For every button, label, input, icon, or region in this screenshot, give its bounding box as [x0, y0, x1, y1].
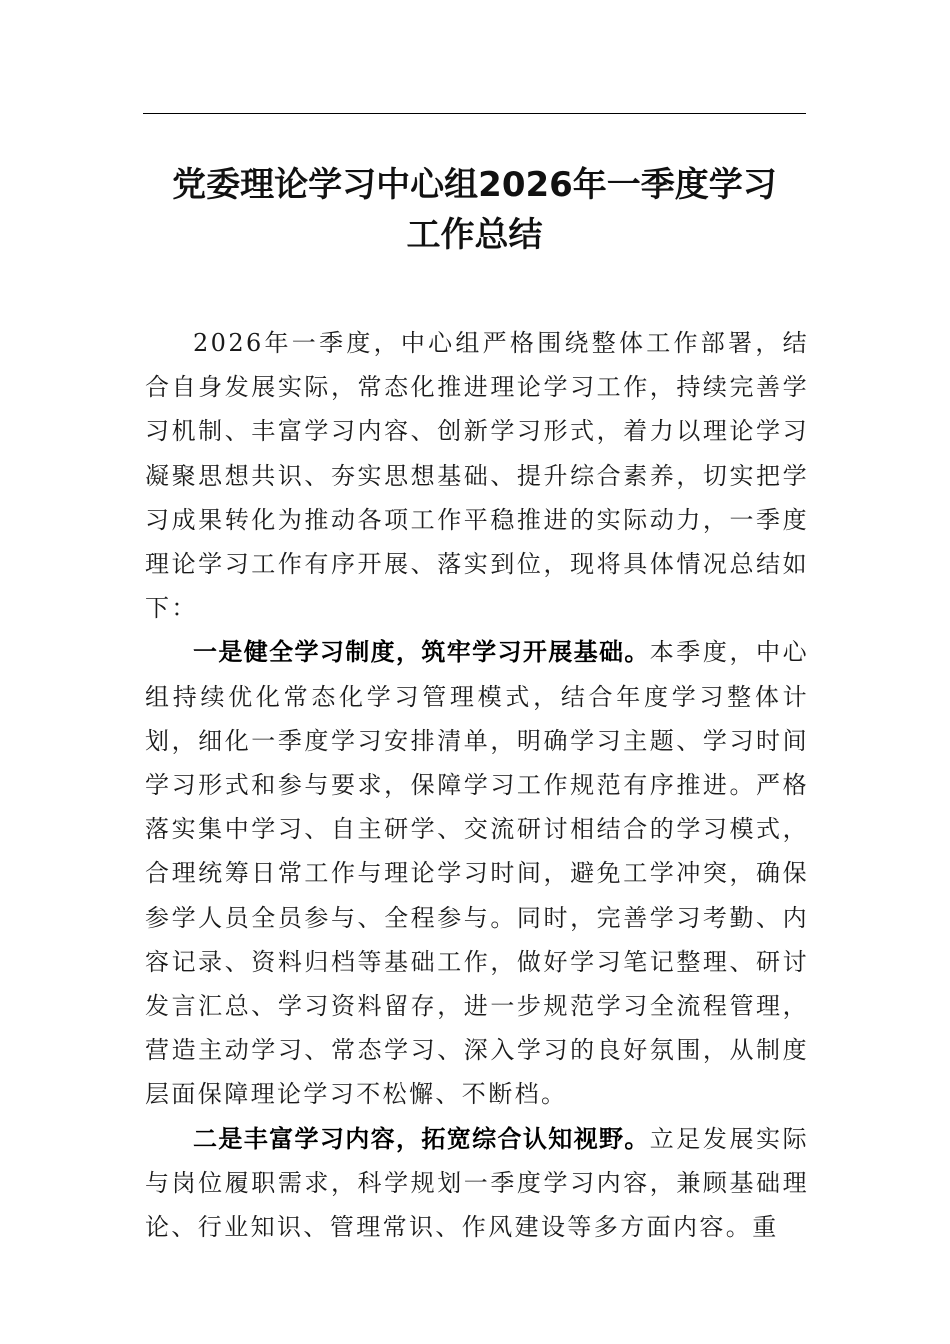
document-body: [145, 321, 809, 1249]
intro-paragraph: 2026年一季度，中心组严格围绕整体工作部署，结合自身发展实际，常态化推进理论学习工作，持续完善学习机制、丰富学习内容、创新学习形式，着力以理论学习凝聚思想共识、夯实思想基础、提升综合素养，切实把学习成果转化为推动各项工作平稳推进的实际动力，一季度理论学习工作有序开展、落实到位，现将具体情况总结如下：: [145, 329, 809, 623]
header-rule: [143, 113, 806, 114]
section-1-paragraph: [145, 630, 809, 1116]
section-1-heading: 一是健全学习制度，筑牢学习开展基础。: [193, 638, 650, 667]
title-line-1: 党委理论学习中心组2026年一季度学习: [172, 165, 777, 205]
section-2-text: 立足发展实际与岗位履职需求，科学规划一季度学习内容，兼顾基础理论、行业知识、管理常识、作风建设等多方面内容。重: [145, 1124, 809, 1242]
title-line-2: 工作总结: [406, 215, 543, 255]
section-1-text: 本季度，中心组持续优化常态化学习管理模式，结合年度学习整体计划，细化一季度学习安排清单，明确学习主题、学习时间学习形式和参与要求，保障学习工作规范有序推进。严格落实集中学习、自主研学、交流研讨相结合的学习模式，合理统筹日常工作与理论学习时间，避免工学冲突，确保参学人员全员参与、全程参与。同时，完善学习考勤、内容记录、资料归档等基础工作，做好学习笔记整理、研讨发言汇总、学习资料留存，进一步规范学习全流程管理，营造主动学习、常态学习、深入学习的良好氛围，从制度层面保障理论学习不松懈、不断档。: [145, 638, 809, 1109]
section-2-paragraph: [145, 1117, 809, 1250]
section-2-heading: 二是丰富学习内容，拓宽综合认知视野。: [193, 1124, 650, 1153]
document-title: [143, 160, 806, 260]
